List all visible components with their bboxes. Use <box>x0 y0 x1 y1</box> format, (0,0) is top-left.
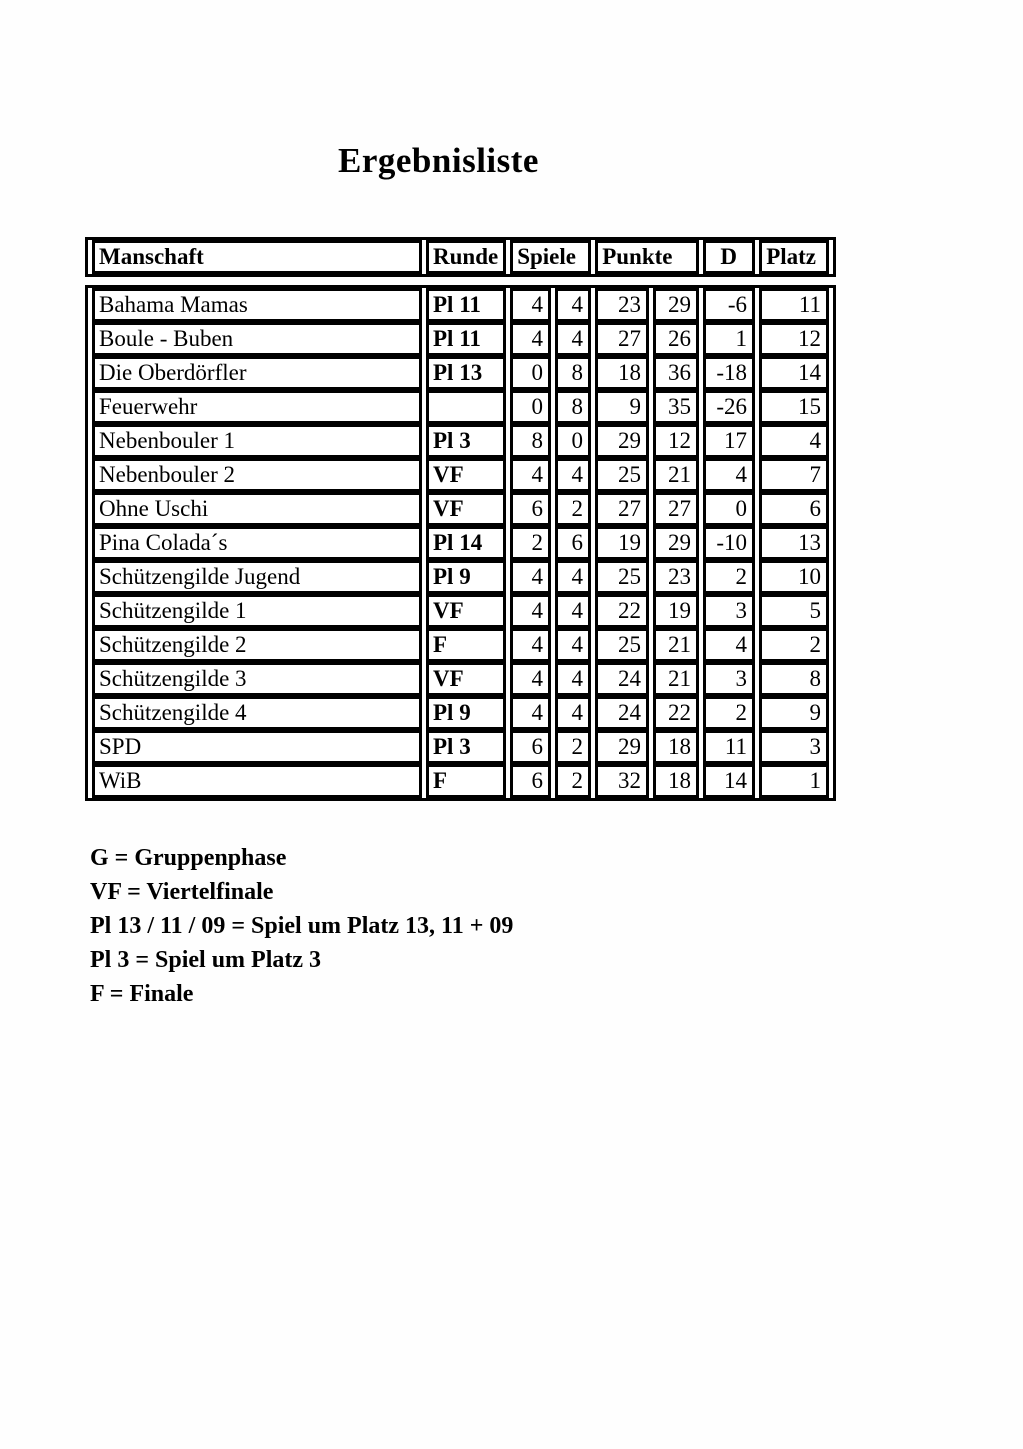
legend-line-platzspiele: Pl 13 / 11 / 09 = Spiel um Platz 13, 11 + 09 <box>90 913 514 939</box>
spiele-2-cell: 6 <box>555 526 591 560</box>
platz-cell: 7 <box>759 458 829 492</box>
runde-cell: Pl 3 <box>426 424 506 458</box>
spiele-1-cell: 8 <box>510 424 551 458</box>
d-cell: -6 <box>703 288 755 322</box>
table-row <box>92 628 829 662</box>
runde-cell: Pl 3 <box>426 730 506 764</box>
runde-cell: Pl 13 <box>426 356 506 390</box>
spiele-1-cell: 4 <box>510 696 551 730</box>
team-cell: Schützengilde Jugend <box>92 560 422 594</box>
punkte-1-cell: 24 <box>595 696 649 730</box>
table-row <box>92 696 829 730</box>
table-row <box>92 526 829 560</box>
table-row <box>92 424 829 458</box>
punkte-1-cell: 24 <box>595 662 649 696</box>
spiele-1-cell: 4 <box>510 628 551 662</box>
platz-cell: 4 <box>759 424 829 458</box>
spiele-2-cell: 4 <box>555 322 591 356</box>
punkte-1-cell: 25 <box>595 560 649 594</box>
spiele-1-cell: 0 <box>510 390 551 424</box>
header-platz: Platz <box>759 240 829 274</box>
runde-cell: VF <box>426 662 506 696</box>
d-cell: 14 <box>703 764 755 798</box>
team-cell: Nebenbouler 1 <box>92 424 422 458</box>
punkte-1-cell: 25 <box>595 458 649 492</box>
team-cell: Schützengilde 3 <box>92 662 422 696</box>
team-cell: Nebenbouler 2 <box>92 458 422 492</box>
punkte-2-cell: 29 <box>653 288 699 322</box>
platz-cell: 2 <box>759 628 829 662</box>
spiele-1-cell: 4 <box>510 322 551 356</box>
header-table <box>88 240 833 274</box>
table-row <box>92 288 829 322</box>
table-row <box>92 560 829 594</box>
punkte-2-cell: 19 <box>653 594 699 628</box>
punkte-2-cell: 29 <box>653 526 699 560</box>
team-cell: Bahama Mamas <box>92 288 422 322</box>
punkte-2-cell: 22 <box>653 696 699 730</box>
header-punkte: Punkte <box>595 240 699 274</box>
d-cell: -10 <box>703 526 755 560</box>
table-row <box>92 730 829 764</box>
d-cell: 2 <box>703 560 755 594</box>
spiele-2-cell: 2 <box>555 764 591 798</box>
header-spiele: Spiele <box>510 240 591 274</box>
spiele-1-cell: 6 <box>510 764 551 798</box>
results-table-body <box>85 285 836 801</box>
d-cell: 17 <box>703 424 755 458</box>
team-cell: Schützengilde 4 <box>92 696 422 730</box>
spiele-2-cell: 4 <box>555 288 591 322</box>
d-cell: 0 <box>703 492 755 526</box>
runde-cell: Pl 11 <box>426 288 506 322</box>
punkte-1-cell: 29 <box>595 424 649 458</box>
table-row <box>92 594 829 628</box>
team-cell: Boule - Buben <box>92 322 422 356</box>
legend-line-platz3: Pl 3 = Spiel um Platz 3 <box>90 947 321 973</box>
d-cell: 3 <box>703 594 755 628</box>
team-cell: Feuerwehr <box>92 390 422 424</box>
d-cell: 3 <box>703 662 755 696</box>
table-row <box>92 492 829 526</box>
platz-cell: 3 <box>759 730 829 764</box>
table-row <box>92 322 829 356</box>
platz-cell: 10 <box>759 560 829 594</box>
d-cell: 4 <box>703 458 755 492</box>
spiele-1-cell: 4 <box>510 458 551 492</box>
punkte-1-cell: 19 <box>595 526 649 560</box>
legend <box>90 841 513 1011</box>
header-runde: Runde <box>426 240 506 274</box>
runde-cell <box>426 390 506 424</box>
punkte-2-cell: 27 <box>653 492 699 526</box>
header-manschaft: Manschaft <box>92 240 422 274</box>
table-row <box>92 662 829 696</box>
punkte-2-cell: 35 <box>653 390 699 424</box>
d-cell: -18 <box>703 356 755 390</box>
punkte-1-cell: 29 <box>595 730 649 764</box>
punkte-2-cell: 12 <box>653 424 699 458</box>
page-title: Ergebnisliste <box>338 141 539 180</box>
punkte-2-cell: 21 <box>653 628 699 662</box>
platz-cell: 6 <box>759 492 829 526</box>
platz-cell: 12 <box>759 322 829 356</box>
punkte-2-cell: 36 <box>653 356 699 390</box>
spiele-1-cell: 4 <box>510 288 551 322</box>
team-cell: WiB <box>92 764 422 798</box>
team-cell: Ohne Uschi <box>92 492 422 526</box>
punkte-2-cell: 26 <box>653 322 699 356</box>
table-row <box>92 764 829 798</box>
runde-cell: F <box>426 764 506 798</box>
platz-cell: 15 <box>759 390 829 424</box>
punkte-2-cell: 21 <box>653 458 699 492</box>
spiele-2-cell: 4 <box>555 662 591 696</box>
legend-line-finale: F = Finale <box>90 981 194 1007</box>
spiele-2-cell: 2 <box>555 730 591 764</box>
team-cell: Schützengilde 1 <box>92 594 422 628</box>
punkte-1-cell: 9 <box>595 390 649 424</box>
legend-line-gruppenphase: G = Gruppenphase <box>90 845 287 871</box>
spiele-1-cell: 6 <box>510 492 551 526</box>
spiele-1-cell: 4 <box>510 594 551 628</box>
spiele-2-cell: 8 <box>555 356 591 390</box>
runde-cell: F <box>426 628 506 662</box>
spiele-2-cell: 4 <box>555 696 591 730</box>
spiele-2-cell: 2 <box>555 492 591 526</box>
platz-cell: 5 <box>759 594 829 628</box>
table-row <box>92 356 829 390</box>
punkte-2-cell: 21 <box>653 662 699 696</box>
spiele-1-cell: 4 <box>510 662 551 696</box>
spiele-2-cell: 4 <box>555 594 591 628</box>
d-cell: -26 <box>703 390 755 424</box>
platz-cell: 1 <box>759 764 829 798</box>
header-d: D <box>703 240 755 274</box>
punkte-2-cell: 18 <box>653 730 699 764</box>
d-cell: 2 <box>703 696 755 730</box>
d-cell: 11 <box>703 730 755 764</box>
spiele-1-cell: 2 <box>510 526 551 560</box>
spiele-2-cell: 4 <box>555 458 591 492</box>
team-cell: Pina Colada´s <box>92 526 422 560</box>
punkte-1-cell: 18 <box>595 356 649 390</box>
spiele-2-cell: 0 <box>555 424 591 458</box>
runde-cell: Pl 14 <box>426 526 506 560</box>
punkte-2-cell: 23 <box>653 560 699 594</box>
legend-line-viertelfinale: VF = Viertelfinale <box>90 879 274 905</box>
punkte-2-cell: 18 <box>653 764 699 798</box>
punkte-1-cell: 23 <box>595 288 649 322</box>
results-table <box>88 288 833 798</box>
spiele-2-cell: 4 <box>555 560 591 594</box>
team-cell: Die Oberdörfler <box>92 356 422 390</box>
punkte-1-cell: 25 <box>595 628 649 662</box>
team-cell: Schützengilde 2 <box>92 628 422 662</box>
punkte-1-cell: 32 <box>595 764 649 798</box>
spiele-2-cell: 4 <box>555 628 591 662</box>
platz-cell: 8 <box>759 662 829 696</box>
d-cell: 4 <box>703 628 755 662</box>
runde-cell: Pl 11 <box>426 322 506 356</box>
platz-cell: 13 <box>759 526 829 560</box>
runde-cell: VF <box>426 458 506 492</box>
punkte-1-cell: 27 <box>595 322 649 356</box>
results-table-header <box>85 237 836 277</box>
punkte-1-cell: 22 <box>595 594 649 628</box>
runde-cell: VF <box>426 492 506 526</box>
spiele-2-cell: 8 <box>555 390 591 424</box>
punkte-1-cell: 27 <box>595 492 649 526</box>
runde-cell: Pl 9 <box>426 696 506 730</box>
header-row <box>92 240 829 274</box>
platz-cell: 11 <box>759 288 829 322</box>
runde-cell: VF <box>426 594 506 628</box>
runde-cell: Pl 9 <box>426 560 506 594</box>
d-cell: 1 <box>703 322 755 356</box>
team-cell: SPD <box>92 730 422 764</box>
table-row <box>92 458 829 492</box>
spiele-1-cell: 4 <box>510 560 551 594</box>
table-row <box>92 390 829 424</box>
spiele-1-cell: 6 <box>510 730 551 764</box>
platz-cell: 9 <box>759 696 829 730</box>
platz-cell: 14 <box>759 356 829 390</box>
spiele-1-cell: 0 <box>510 356 551 390</box>
